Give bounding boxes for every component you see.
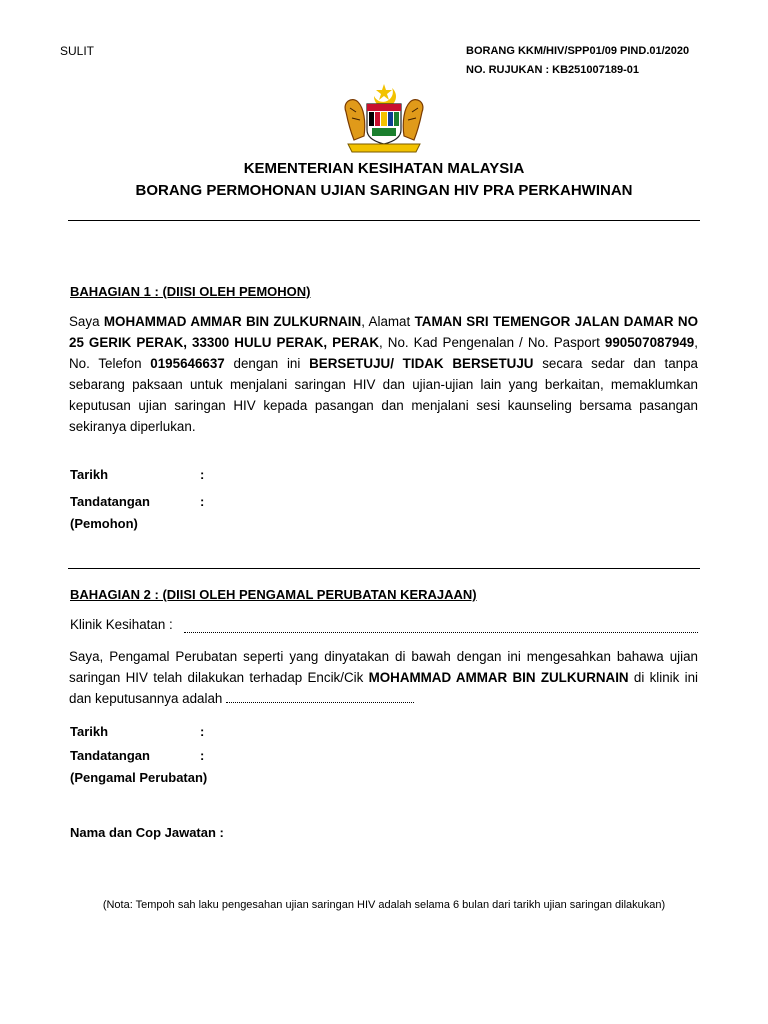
patient-name: MOHAMMAD AMMAR BIN ZULKURNAIN [368,670,629,685]
clinic-label: Klinik Kesihatan : [70,617,173,632]
applicant-address: TAMAN SRI TEMENGOR JALAN DAMAR NO 25 GERIK PERAK, 33300 HULU PERAK, PERAK [69,314,698,350]
section2-date-colon: : [200,724,205,739]
section2-paragraph [69,646,698,709]
section1-signature-colon: : [200,494,205,509]
validity-note: (Nota: Tempoh sah laku pengesahan ujian saringan HIV adalah selama 6 bulan dari tarikh ujian saringan dilakukan) [102,899,666,911]
text-saya: Saya [69,314,104,329]
section1-heading: BAHAGIAN 1 : (DIISI OLEH PEMOHON) [70,284,311,299]
classification-label: SULIT [60,44,95,58]
form-title: BORANG PERMOHONAN UJIAN SARINGAN HIV PRA PERKAHWINAN [135,182,633,199]
ministry-title: KEMENTERIAN KESIHATAN MALAYSIA [243,160,525,177]
section2-heading: BAHAGIAN 2 : (DIISI OLEH PENGAMAL PERUBATAN KERAJAAN) [70,587,477,602]
clinic-field[interactable] [184,632,698,633]
section1-date-label: Tarikh [70,467,109,482]
divider [68,220,700,221]
divider [68,568,700,569]
section1-signer-label: (Pemohon) [70,516,138,531]
section2-date-label: Tarikh [70,724,109,739]
text-result: di klinik ini dan keputusannya adalah [69,670,698,706]
text-ic: , No. Kad Pengenalan / No. Pasport [379,335,605,350]
text-agree: dengan ini [224,356,310,371]
applicant-ic: 990507087949 [604,335,695,350]
section1-date-colon: : [200,467,205,482]
text-alamat: , Alamat [361,314,415,329]
form-code: BORANG KKM/HIV/SPP01/09 PIND.01/2020 [466,45,690,57]
stamp-label: Nama dan Cop Jawatan : [70,825,224,840]
applicant-name: MOHAMMAD AMMAR BIN ZULKURNAIN [103,314,362,329]
text-verify: Saya, Pengamal Perubatan seperti yang dinyatakan di bawah dengan ini mengesahkan bahawa ujian saringan HIV telah dilakukan terhadap Encik/Cik [69,649,698,685]
section2-signature-colon: : [200,748,205,763]
reference-number: NO. RUJUKAN : KB251007189-01 [466,64,640,76]
applicant-phone: 0195646637 [150,356,225,371]
malaysia-coat-of-arms-icon [334,82,434,154]
section1-signature-label: Tandatangan [70,494,150,509]
consent-choice: BERSETUJU/ TIDAK BERSETUJU [309,356,534,371]
section1-paragraph [69,311,698,437]
text-tel: , No. Telefon [69,335,698,371]
section2-signature-label: Tandatangan [70,748,150,763]
section2-signer-label: (Pengamal Perubatan) [70,770,208,785]
text-rest: secara sedar dan tanpa sebarang paksaan untuk menjalani saringan HIV dan ujian-ujian lain yang berkaitan, memaklumkan keputusan ujian saringan HIV kepada pasangan dan menjalani sesi kaunseling bersama pasangan sekiranya diperlukan. [69,356,698,434]
result-field[interactable] [226,702,414,703]
